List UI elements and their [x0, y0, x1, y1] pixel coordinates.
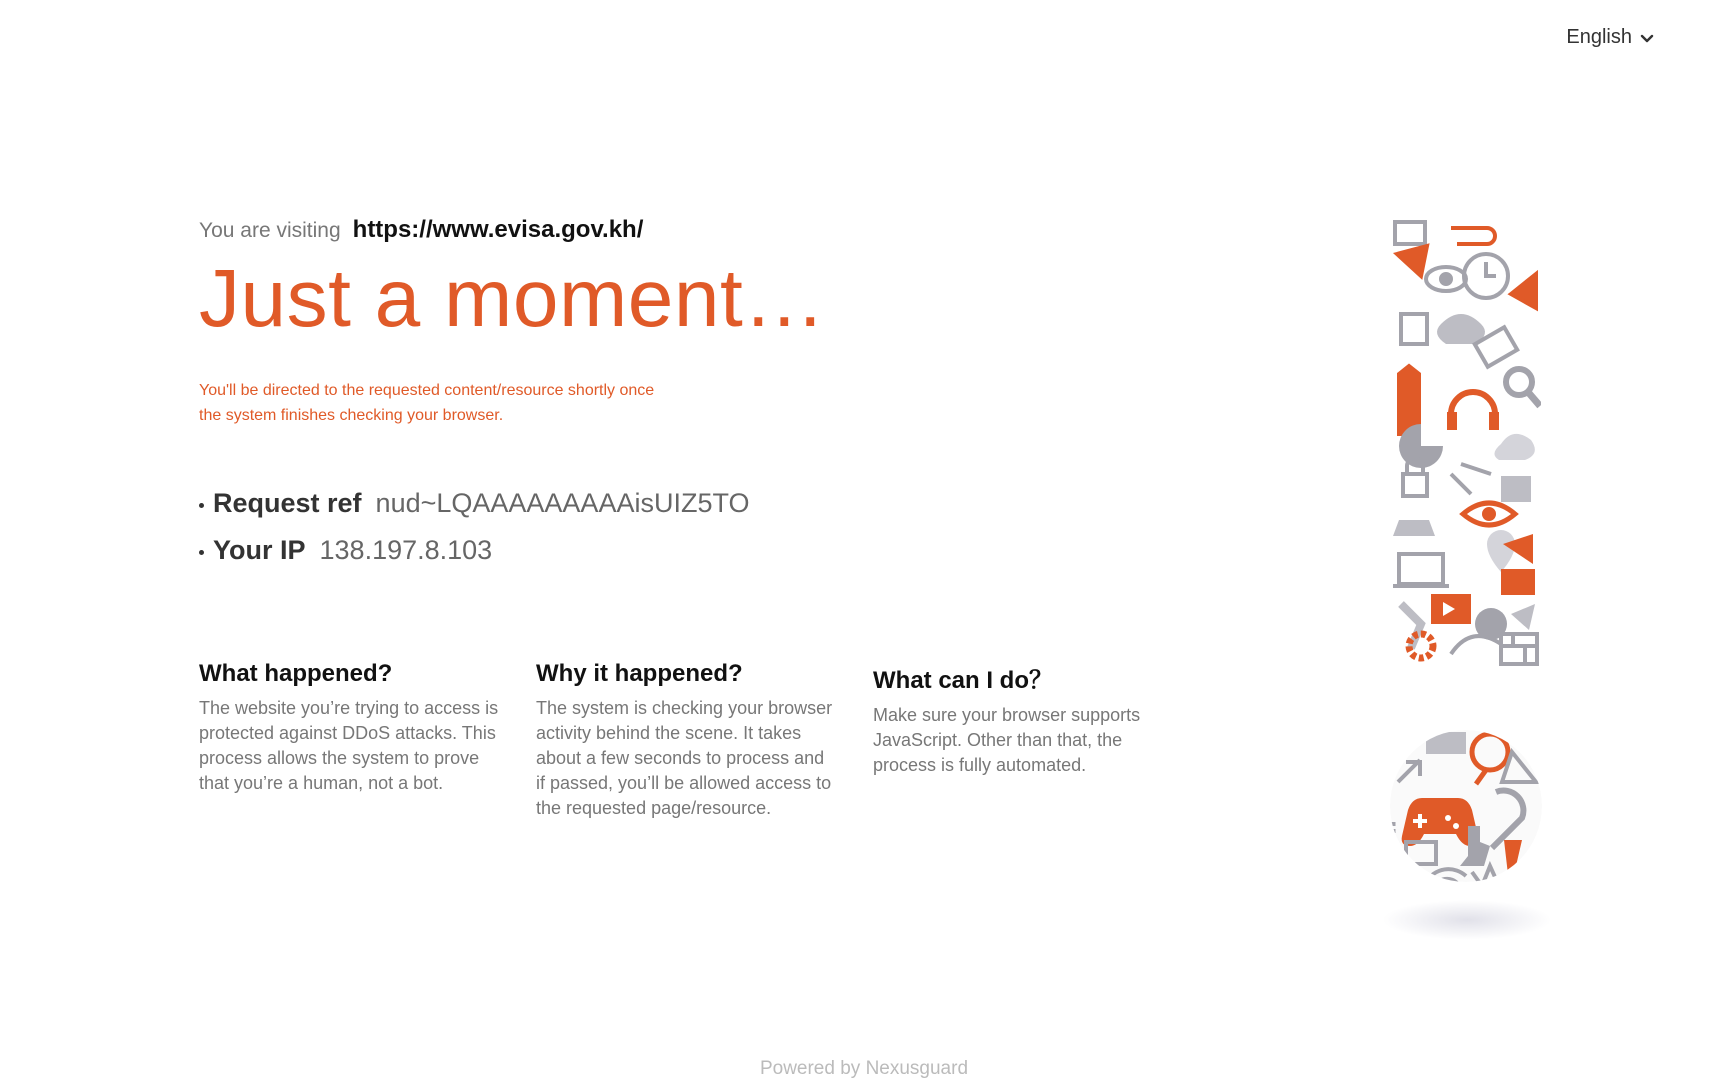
section-title: Why it happened?: [536, 660, 743, 687]
section-body: The website you’re trying to access is protected against DDoS attacks. This process allows the system to prove that you’re a human, not a bot.: [199, 698, 499, 793]
redirect-message-line-1: You'll be directed to the requested content/resource shortly once: [199, 382, 655, 399]
request-ref-item: [199, 488, 1199, 519]
icon-collage-stem-illustration: [1391, 214, 1541, 668]
icon-collage-dot-illustration: [1386, 722, 1546, 892]
page-title: Just a moment…: [199, 253, 826, 344]
what-happened-section: [199, 660, 536, 821]
language-selector[interactable]: [1566, 26, 1654, 49]
what-can-i-do-section: [873, 660, 1210, 821]
language-label: English: [1566, 26, 1632, 48]
redirect-message-line-2: the system finishes checking your browser.: [199, 407, 504, 424]
your-ip-item: [199, 535, 1199, 566]
your-ip-label: Your IP: [213, 535, 306, 565]
section-title: What can I do？: [873, 667, 1053, 694]
illustration-shadow: [1382, 900, 1552, 940]
main-content: [199, 216, 1199, 582]
section-body: The system is checking your browser activity behind the scene. It takes about a few seconds to process and if passed, you’ll be allowed access to the requested page/resource.: [536, 698, 833, 818]
section-title: What happened?: [199, 660, 393, 687]
explanation-columns: [199, 660, 1210, 821]
why-it-happened-section: [536, 660, 873, 821]
visiting-line: [199, 216, 1199, 244]
request-ref-value: nud~LQAAAAAAAAAisUIZ5TO: [375, 488, 750, 518]
visiting-label: You are visiting: [199, 219, 341, 242]
chevron-down-icon: [1640, 31, 1654, 45]
footer-credit: Powered by Nexusguard: [759, 1058, 969, 1079]
request-info-list: [199, 488, 1199, 566]
section-body: Make sure your browser supports JavaScript. Other than that, the process is fully automated.: [873, 705, 1141, 775]
bullet-icon: [199, 503, 204, 508]
bullet-icon: [199, 550, 204, 555]
request-ref-label: Request ref: [213, 488, 362, 518]
your-ip-value: 138.197.8.103: [319, 535, 493, 565]
visiting-url: https://www.evisa.gov.kh/: [352, 216, 644, 243]
redirect-message: [199, 378, 719, 428]
